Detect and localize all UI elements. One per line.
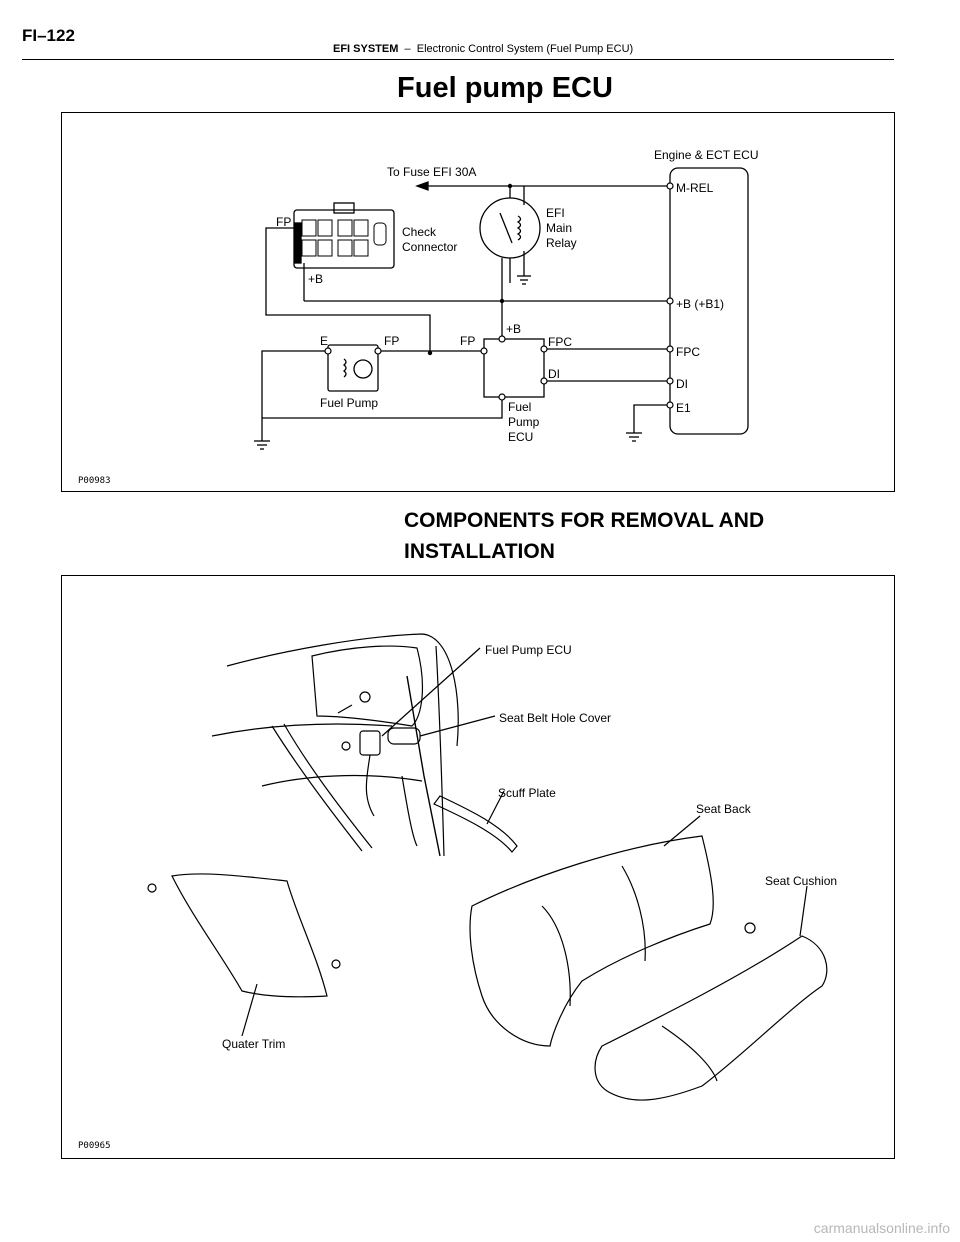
header-separator: – [404,43,411,55]
quarter-trim-part [172,874,327,997]
running-header [333,43,633,55]
label-seat-belt-hole-cover: Seat Belt Hole Cover [499,711,612,725]
label-relay-1: EFI [546,206,565,220]
label-pump-e: E [320,334,329,348]
label-scuff-plate: Scuff Plate [498,786,556,800]
label-e1-pin: E1 [676,401,691,415]
hole-cover-part [388,728,420,744]
wiring-diagram [62,113,893,490]
efi-main-relay [480,198,540,258]
wiring-diagram-figure [61,112,895,492]
label-plus-b-pin: +B (+B1) [676,297,725,311]
label-relay-3: Relay [546,236,577,250]
label-di-pin: DI [676,377,688,391]
fuel-pump-box [328,345,378,391]
components-figure [61,575,895,1159]
label-pump-fp: FP [384,334,400,348]
label-engine-ecu: Engine & ECT ECU [654,148,759,162]
seat-back-part [470,836,713,1046]
label-connector-fp: FP [276,215,292,229]
label-ecu-plus-b: +B [506,322,522,336]
label-seat-cushion: Seat Cushion [765,874,838,888]
label-fuel-pump-ecu-3: ECU [508,430,534,444]
body-panel [227,634,458,746]
page-title: Fuel pump ECU [397,72,613,104]
label-relay-2: Main [546,221,573,235]
scuff-plate-part [434,796,517,852]
label-quater-trim: Quater Trim [222,1037,286,1051]
label-di-out: DI [548,367,560,381]
label-fuel-pump-ecu-1: Fuel [508,400,532,414]
header-rule [22,59,894,60]
label-check-2: Connector [402,240,458,254]
fuel-pump-ecu-part [360,731,380,755]
components-illustration [62,576,893,1157]
section-heading: COMPONENTS FOR REMOVAL AND INSTALLATION [404,509,765,563]
label-fuel-pump-ecu-2: Pump [508,415,540,429]
figure1-code: P00983 [78,476,111,486]
check-connector [294,210,394,268]
label-fuel-pump-ecu: Fuel Pump ECU [485,643,572,657]
label-fuel-pump: Fuel Pump [320,396,379,410]
label-fpc-out: FPC [548,335,572,349]
watermark: carmanualsonline.info [813,1220,950,1236]
figure2-code: P00965 [78,1141,111,1151]
page-number: FI–122 [22,26,75,45]
label-to-fuse: To Fuse EFI 30A [387,165,477,179]
header-subtitle: Electronic Control System (Fuel Pump ECU) [416,43,634,55]
header-system: EFI SYSTEM [333,43,399,55]
label-check-1: Check [402,225,437,239]
fuel-pump-ecu-box [484,339,544,397]
label-connector-plus-b: +B [308,272,324,286]
label-ecu-fp: FP [460,334,476,348]
seat-cushion-part [595,936,827,1100]
label-seat-back: Seat Back [696,802,751,816]
label-m-rel: M-REL [676,181,714,195]
label-fpc-pin: FPC [676,345,700,359]
